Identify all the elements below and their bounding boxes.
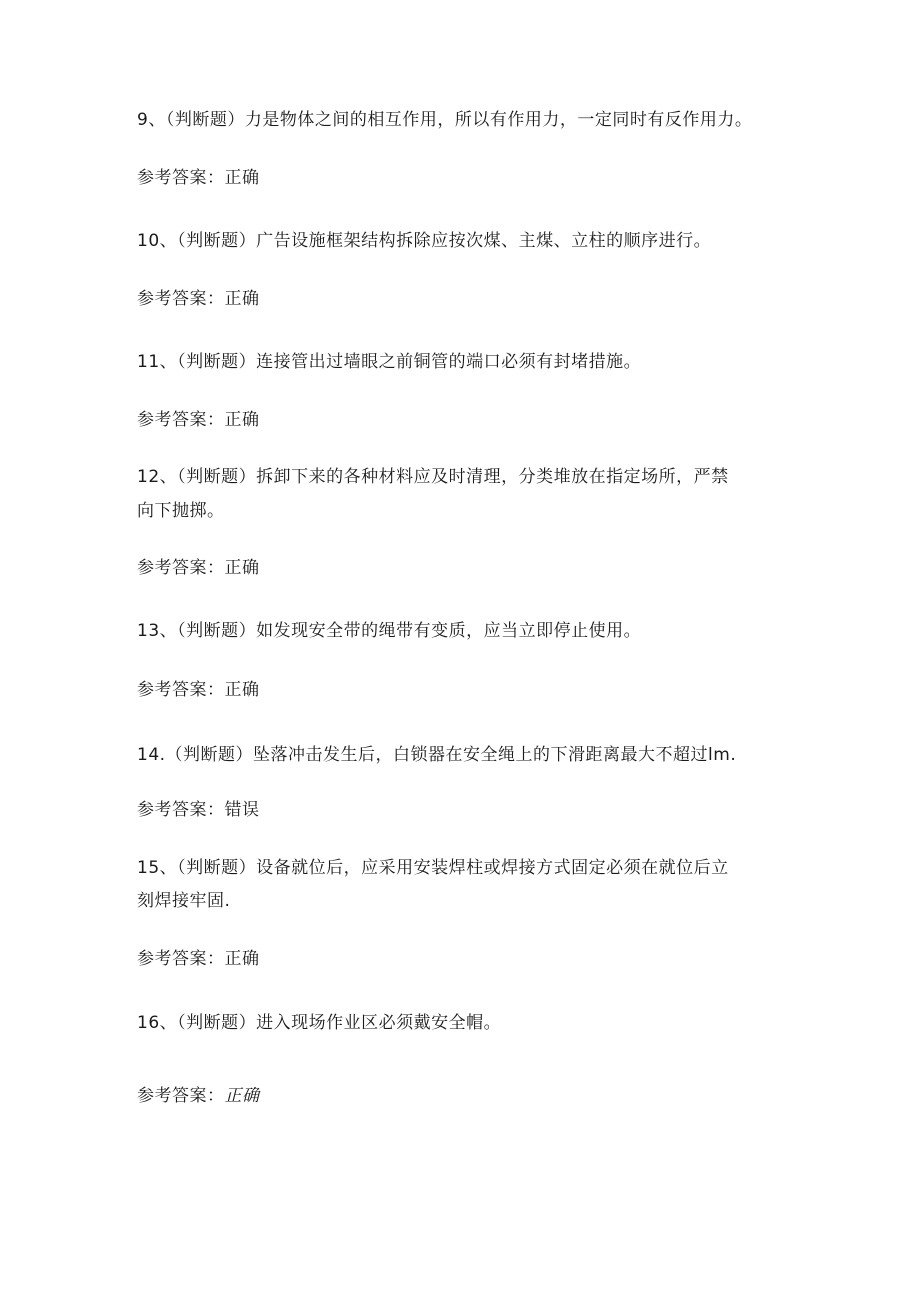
answer-label: 参考答案：	[137, 680, 225, 700]
answer-15	[137, 944, 260, 974]
answer-10	[137, 284, 260, 314]
question-12-line1: 12、（判断题）拆卸下来的各种材料应及时清理，分类堆放在指定场所，严禁	[137, 467, 729, 487]
question-11: 11、（判断题）连接管出过墙眼之前铜管的端口必须有封堵措施。	[137, 352, 642, 372]
question-9: 9、（判断题）力是物体之间的相互作用，所以有作用力，一定同时有反作用力。	[137, 110, 753, 130]
question-12-line2: 向下抛掷。	[137, 501, 225, 521]
question-13: 13、（判断题）如发现安全带的绳带有变质，应当立即停止使用。	[137, 621, 642, 641]
answer-value: 错误	[224, 800, 260, 820]
answer-9	[137, 163, 260, 193]
answer-value: 正确	[224, 289, 260, 309]
answer-13	[137, 675, 260, 705]
question-16: 16、（判断题）进入现场作业区必须戴安全帽。	[137, 1013, 502, 1033]
answer-11	[137, 405, 260, 435]
answer-value: 正确	[224, 1086, 260, 1106]
answer-value: 正确	[224, 558, 260, 578]
answer-12	[137, 553, 260, 583]
answer-value: 正确	[224, 410, 260, 430]
answer-label: 参考答案：	[137, 168, 225, 188]
answer-label: 参考答案：	[137, 949, 225, 969]
question-14: 14.（判断题）坠落冲击发生后，白锁器在安全绳上的下滑距离最大不超过lm.	[137, 745, 737, 765]
question-10: 10、（判断题）广告设施框架结构拆除应按次煤、主煤、立柱的顺序进行。	[137, 231, 712, 251]
answer-value: 正确	[224, 168, 260, 188]
answer-14	[137, 795, 260, 825]
answer-label: 参考答案：	[137, 558, 225, 578]
answer-label: 参考答案：	[137, 800, 225, 820]
question-15-line2: 刻焊接牢固.	[137, 891, 231, 911]
answer-label: 参考答案：	[137, 1086, 225, 1106]
answer-label: 参考答案：	[137, 410, 225, 430]
answer-16	[137, 1081, 260, 1111]
question-15-line1: 15、（判断题）设备就位后，应采用安装焊柱或焊接方式固定必须在就位后立	[137, 858, 729, 878]
answer-value: 正确	[224, 949, 260, 969]
answer-label: 参考答案：	[137, 289, 225, 309]
answer-value: 正确	[224, 680, 260, 700]
